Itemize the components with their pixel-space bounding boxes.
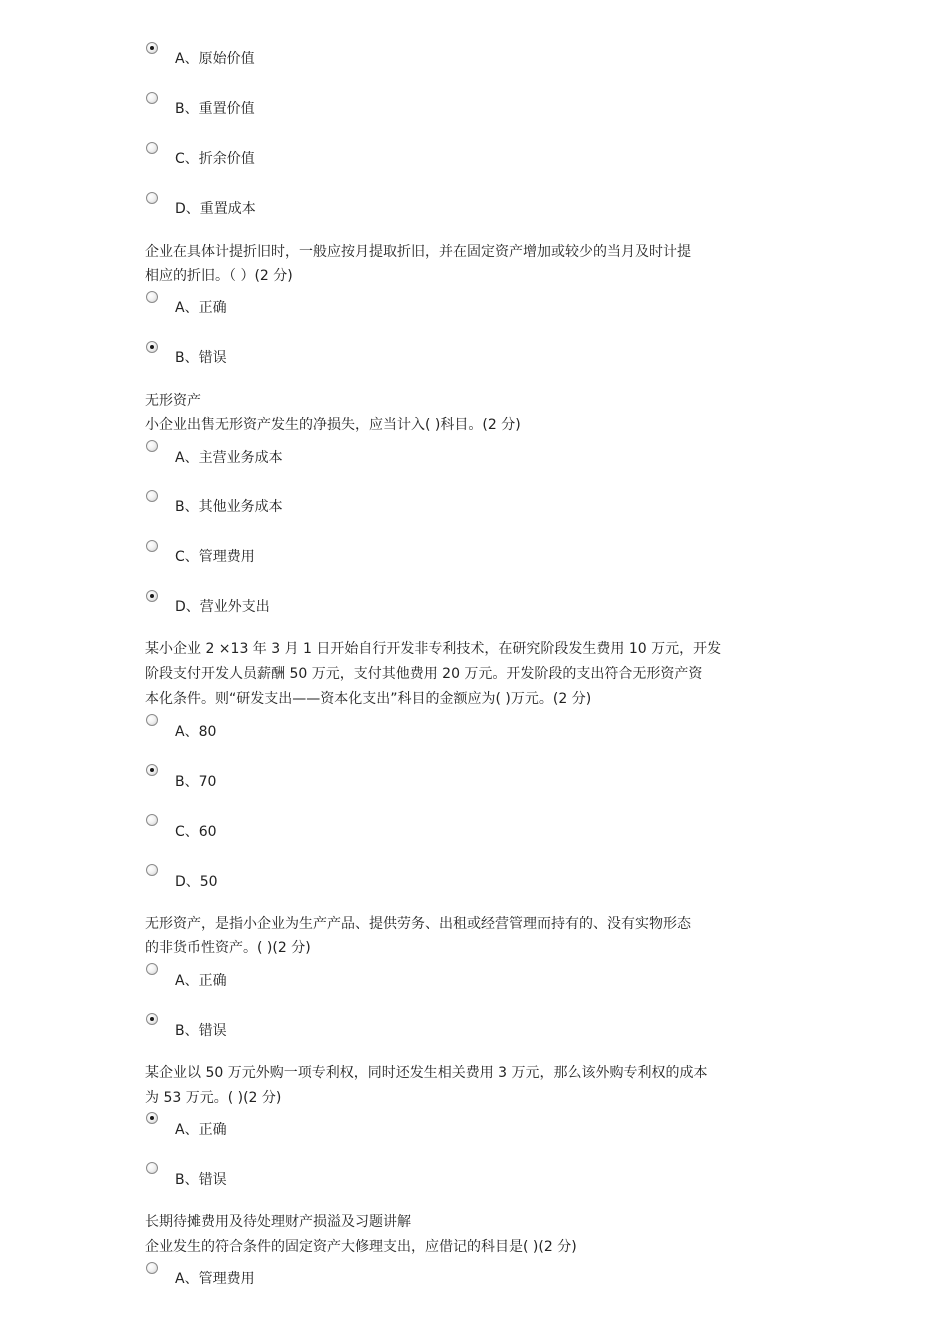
option-label: A、正确 bbox=[175, 1122, 227, 1138]
radio-option-c[interactable] bbox=[146, 142, 158, 154]
question-text: 无形资产，是指小企业为生产产品、提供劳务、出租或经营管理而持有的、没有实物形态 bbox=[145, 916, 691, 932]
question-text: 企业发生的符合条件的固定资产大修理支出，应借记的科目是( )(2 分) bbox=[145, 1239, 577, 1255]
option-label: A、原始价值 bbox=[175, 51, 255, 67]
section-heading: 无形资产 bbox=[145, 393, 201, 409]
question-text: 为 53 万元。( )(2 分) bbox=[145, 1090, 282, 1106]
radio-option-c[interactable] bbox=[146, 540, 158, 552]
radio-option-a[interactable] bbox=[146, 714, 158, 726]
radio-option-c[interactable] bbox=[146, 814, 158, 826]
option-label: A、正确 bbox=[175, 300, 227, 316]
question-text: 相应的折旧。（ ）(2 分) bbox=[145, 268, 293, 284]
radio-option-b[interactable] bbox=[146, 490, 158, 502]
option-label: C、管理费用 bbox=[175, 549, 255, 565]
radio-option-d[interactable] bbox=[146, 192, 158, 204]
radio-option-a[interactable] bbox=[146, 963, 158, 975]
option-label: B、错误 bbox=[175, 350, 227, 366]
radio-option-b[interactable] bbox=[146, 1162, 158, 1174]
option-label: B、其他业务成本 bbox=[175, 499, 283, 515]
question-text: 某企业以 50 万元外购一项专利权，同时还发生相关费用 3 万元，那么该外购专利权的成本 bbox=[145, 1065, 708, 1081]
question-text: 的非货币性资产。( )(2 分) bbox=[145, 940, 311, 956]
question-text: 本化条件。则“研发支出——资本化支出”科目的金额应为( )万元。(2 分) bbox=[145, 691, 592, 707]
option-label: D、重置成本 bbox=[175, 201, 256, 217]
radio-option-a[interactable] bbox=[146, 1112, 158, 1124]
option-label: A、正确 bbox=[175, 973, 227, 989]
option-label: A、80 bbox=[175, 724, 217, 740]
option-label: D、50 bbox=[175, 874, 218, 890]
radio-option-b[interactable] bbox=[146, 341, 158, 353]
radio-option-a[interactable] bbox=[146, 42, 158, 54]
option-label: A、主营业务成本 bbox=[175, 450, 283, 466]
section-heading: 长期待摊费用及待处理财产损溢及习题讲解 bbox=[145, 1214, 411, 1230]
option-label: D、营业外支出 bbox=[175, 599, 270, 615]
option-label: C、折余价值 bbox=[175, 151, 255, 167]
option-label: B、70 bbox=[175, 774, 217, 790]
option-label: B、错误 bbox=[175, 1172, 227, 1188]
question-text: 小企业出售无形资产发生的净损失，应当计入( )科目。(2 分) bbox=[145, 417, 521, 433]
radio-option-b[interactable] bbox=[146, 92, 158, 104]
question-text: 某小企业 2 ×13 年 3 月 1 日开始自行开发非专利技术，在研究阶段发生费用 10 万元，开发 bbox=[145, 641, 722, 657]
option-label: C、60 bbox=[175, 824, 217, 840]
radio-option-a[interactable] bbox=[146, 1262, 158, 1274]
radio-option-b[interactable] bbox=[146, 764, 158, 776]
radio-option-d[interactable] bbox=[146, 864, 158, 876]
radio-option-a[interactable] bbox=[146, 440, 158, 452]
radio-option-d[interactable] bbox=[146, 590, 158, 602]
radio-option-a[interactable] bbox=[146, 291, 158, 303]
option-label: B、错误 bbox=[175, 1023, 227, 1039]
question-text: 阶段支付开发人员薪酬 50 万元，支付其他费用 20 万元。开发阶段的支出符合无形资产资 bbox=[145, 666, 703, 682]
option-label: A、管理费用 bbox=[175, 1271, 255, 1287]
radio-option-b[interactable] bbox=[146, 1013, 158, 1025]
option-label: B、重置价值 bbox=[175, 101, 255, 117]
question-text: 企业在具体计提折旧时，一般应按月提取折旧，并在固定资产增加或较少的当月及时计提 bbox=[145, 244, 691, 260]
